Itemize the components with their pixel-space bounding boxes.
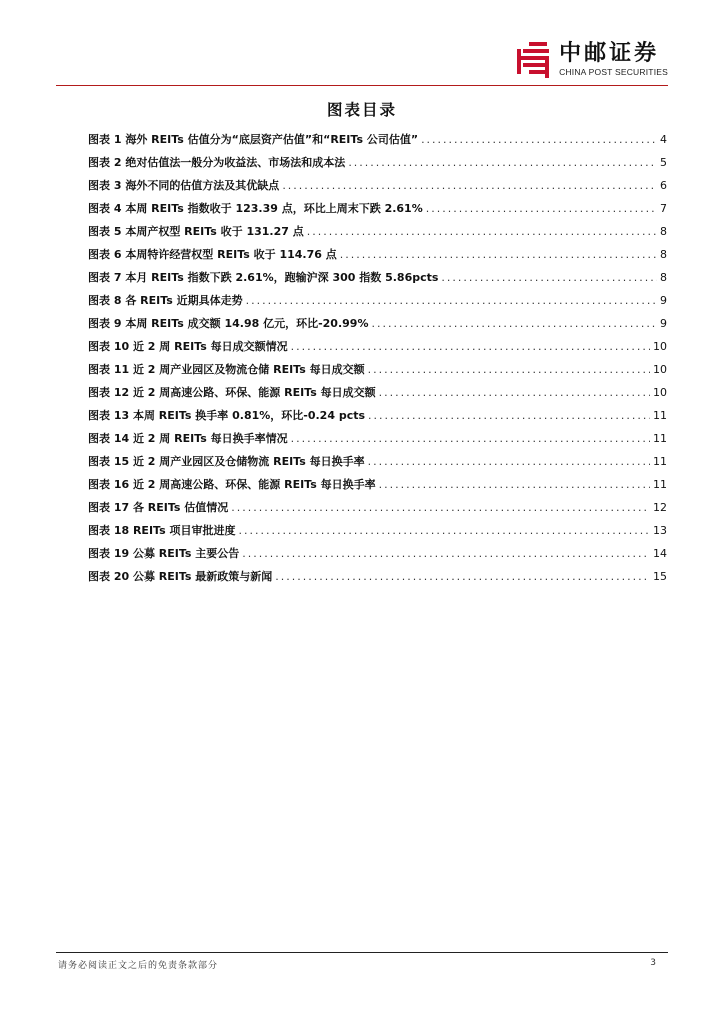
toc-entry[interactable] [88,496,667,519]
toc-entry[interactable] [88,197,667,220]
toc-entry-page: 10 [653,386,667,399]
toc-entry[interactable] [88,381,667,404]
toc-entry-label: 图表 19 公募 REITs 主要公告 [88,547,240,560]
toc-entry-label: 图表 16 近 2 周高速公路、环保、能源 REITs 每日换手率 [88,478,376,491]
footer-disclaimer: 请务必阅读正文之后的免责条款部分 [58,961,219,971]
toc-entry-label: 图表 17 各 REITs 估值情况 [88,501,229,514]
toc-entry-page: 12 [653,501,667,514]
toc-entry-label: 图表 7 本月 REITs 指数下跌 2.61%，跑输沪深 300 指数 5.86pcts [88,271,439,284]
toc-entry[interactable] [88,266,667,289]
toc-entry-label: 图表 6 本周特许经营权型 REITs 收于 114.76 点 [88,248,337,261]
dot-leader [348,151,657,174]
table-of-figures [88,128,667,588]
dot-leader [379,473,650,496]
toc-entry-label: 图表 8 各 REITs 近期具体走势 [88,294,243,307]
dot-leader [368,450,650,473]
dot-leader [307,220,657,243]
toc-entry[interactable] [88,243,667,266]
toc-entry[interactable] [88,289,667,312]
page-header [0,0,724,86]
toc-entry[interactable] [88,427,667,450]
dot-leader [368,404,650,427]
toc-entry-page: 13 [653,524,667,537]
header-divider [56,85,668,86]
toc-entry-page: 9 [660,294,667,307]
toc-entry[interactable] [88,335,667,358]
dot-leader [441,266,657,289]
footer-divider [56,952,668,953]
toc-entry-page: 11 [653,478,667,491]
toc-entry[interactable] [88,404,667,427]
toc-entry[interactable] [88,128,667,151]
dot-leader [421,128,657,151]
toc-entry-page: 8 [660,271,667,284]
toc-entry-page: 14 [653,547,667,560]
toc-entry-page: 8 [660,225,667,238]
logo-chinese-name: 中邮证券 [559,41,660,66]
dot-leader [379,381,650,404]
toc-entry-label: 图表 11 近 2 周产业园区及物流仓储 REITs 每日成交额 [88,363,365,376]
toc-entry[interactable] [88,519,667,542]
toc-title: 图表目录 [326,101,397,119]
toc-entry-page: 8 [660,248,667,261]
toc-entry-page: 4 [660,133,667,146]
toc-entry[interactable] [88,473,667,496]
toc-entry[interactable] [88,450,667,473]
dot-leader [371,312,657,335]
dot-leader [291,427,650,450]
toc-entry-label: 图表 20 公募 REITs 最新政策与新闻 [88,570,273,583]
toc-entry-label: 图表 12 近 2 周高速公路、环保、能源 REITs 每日成交额 [88,386,376,399]
dot-leader [275,565,650,588]
toc-entry[interactable] [88,220,667,243]
toc-entry-page: 9 [660,317,667,330]
toc-entry-page: 11 [653,432,667,445]
dot-leader [238,519,650,542]
toc-entry[interactable] [88,542,667,565]
toc-entry-page: 15 [653,570,667,583]
toc-entry-label: 图表 18 REITs 项目审批进度 [88,524,236,537]
toc-entry-label: 图表 9 本周 REITs 成交额 14.98 亿元，环比-20.99% [88,317,369,330]
footer-page-number: 3 [650,958,656,968]
toc-entry-label: 图表 3 海外不同的估值方法及其优缺点 [88,179,280,192]
toc-entry-page: 10 [653,363,667,376]
dot-leader [291,335,650,358]
toc-entry[interactable] [88,358,667,381]
toc-entry-label: 图表 5 本周产权型 REITs 收于 131.27 点 [88,225,304,238]
dot-leader [246,289,657,312]
dot-leader [231,496,650,519]
toc-entry[interactable] [88,312,667,335]
toc-entry-label: 图表 13 本周 REITs 换手率 0.81%，环比-0.24 pcts [88,409,366,422]
toc-entry-label: 图表 2 绝对估值法一般分为收益法、市场法和成本法 [88,156,346,169]
toc-entry-label: 图表 14 近 2 周 REITs 每日换手率情况 [88,432,288,445]
toc-entry-label: 图表 4 本周 REITs 指数收于 123.39 点，环比上周末下跌 2.61% [88,202,423,215]
toc-entry[interactable] [88,151,667,174]
toc-entry-label: 图表 10 近 2 周 REITs 每日成交额情况 [88,340,288,353]
toc-entry-page: 10 [653,340,667,353]
toc-entry-page: 6 [660,179,667,192]
dot-leader [282,174,657,197]
toc-entry-page: 11 [653,455,667,468]
toc-entry-page: 11 [653,409,667,422]
company-logo [515,40,668,80]
toc-entry-label: 图表 1 海外 REITs 估值分为“底层资产估值”和“REITs 公司估值” [88,133,419,146]
toc-entry[interactable] [88,565,667,588]
dot-leader [340,243,657,266]
toc-entry-label: 图表 15 近 2 周产业园区及仓储物流 REITs 每日换手率 [88,455,365,468]
toc-entry-page: 5 [660,156,667,169]
china-post-logo-icon [515,40,553,80]
toc-entry[interactable] [88,174,667,197]
toc-entry-page: 7 [660,202,667,215]
dot-leader [368,358,650,381]
dot-leader [242,542,650,565]
logo-english-name: CHINA POST SECURITIES [559,67,668,77]
dot-leader [426,197,657,220]
